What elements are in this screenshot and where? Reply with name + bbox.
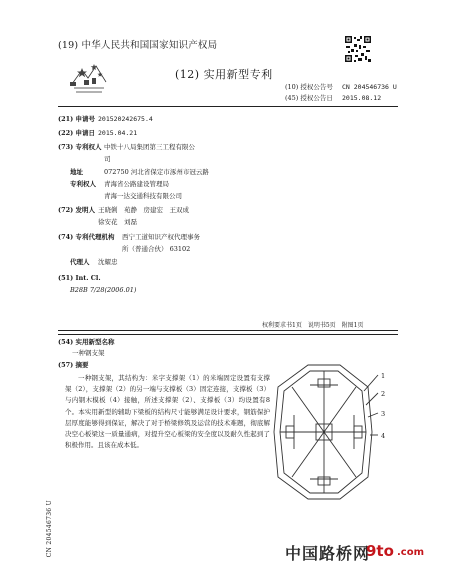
agency-label: (74) 专利代理机构 — [58, 233, 115, 241]
watermark-tld: .com — [397, 547, 425, 558]
abstract-text: 一种钢支架，其结构为：米字支撑架（1）的米端固定设置有支撑架（2），支撑架（2）的另一端与支撑板（3）固定连接，支撑板（3）与内钢木模板（4）接触，所述支撑架（2）、支撑板（3）均设置有8个。本实用新型的辅助下梁板的结构尺寸能够满足设计要求，钢筋保护层厚度能够得到保证，解决了对于桥梁修筑及运营的技术难题，彻底解决空心板梁这一质量通病，对提升空心板梁的安全度以及耐久性起到了积极作用。且该在成本低。 — [65, 374, 270, 450]
pub-date: 2015.08.12 — [342, 94, 382, 102]
office-name: (19) 中华人民共和国国家知识产权局 — [58, 40, 218, 51]
figure-label-4: 4 — [381, 432, 386, 440]
header-divider — [58, 106, 398, 107]
document-type: (12) 实用新型专利 — [175, 68, 273, 81]
side-publication-number: CN 204546736 U — [46, 500, 53, 558]
app-no-label: (21) 申请号 — [58, 115, 95, 123]
copatentee-1: 青海省公路建设管理局 — [104, 180, 169, 188]
agent-label: 代理人 — [70, 258, 90, 266]
figure-label-1: 1 — [381, 372, 386, 380]
inventors-line2: 徐安花 刘磊 — [98, 218, 137, 226]
intcl-value: B28B 7/28(2006.01) — [70, 286, 137, 294]
app-date-label: (22) 申请日 — [58, 129, 95, 137]
pub-no-label: (10) 授权公告号 — [285, 83, 333, 91]
figure-label-2: 2 — [381, 390, 386, 398]
intcl-label: (51) Int. Cl. — [58, 274, 101, 282]
watermark-site-name: 中国路桥网 — [285, 544, 371, 563]
watermark-domain: 9to — [366, 542, 394, 560]
patentee-label: (73) 专利权人 — [58, 143, 102, 151]
agency-line1: 西宁工道知识产权代理事务 — [122, 233, 200, 241]
app-no: 201520242675.4 — [98, 115, 153, 123]
qr-code-icon — [345, 36, 371, 62]
inventor-label: (72) 发明人 — [58, 206, 95, 214]
abstract-label: (57) 摘要 — [58, 361, 89, 369]
address-label: 地址 — [70, 168, 83, 176]
national-emblem-icon — [66, 58, 110, 98]
app-date: 2015.04.21 — [98, 129, 138, 137]
patentee-line1: 中铁十八局集团第三工程有限公 — [104, 143, 195, 151]
pub-date-label: (45) 授权公告日 — [285, 94, 333, 102]
address: 072750 河北省保定市涿州市冠云路 — [104, 168, 209, 176]
inventors-line1: 王晓俐 苑静 房建宏 王双成 — [98, 206, 189, 214]
copatentee-label: 专利权人 — [70, 180, 96, 188]
title-label: (54) 实用新型名称 — [58, 338, 115, 346]
counts-divider-2 — [58, 334, 398, 335]
agency-line2: 所（普通合伙） 63102 — [122, 245, 191, 253]
utility-model-title: 一种钢支架 — [72, 349, 105, 357]
abstract-figure — [260, 357, 400, 507]
agent: 沈耀忠 — [98, 258, 118, 266]
pub-no: CN 204546736 U — [342, 83, 397, 91]
page-counts: 权利要求书1页 说明书5页 附图1页 — [262, 322, 364, 329]
copatentee-2: 青海一达交通科技有限公司 — [104, 192, 182, 200]
figure-label-3: 3 — [381, 410, 386, 418]
patentee-line2: 司 — [104, 155, 111, 163]
counts-divider — [58, 330, 398, 331]
